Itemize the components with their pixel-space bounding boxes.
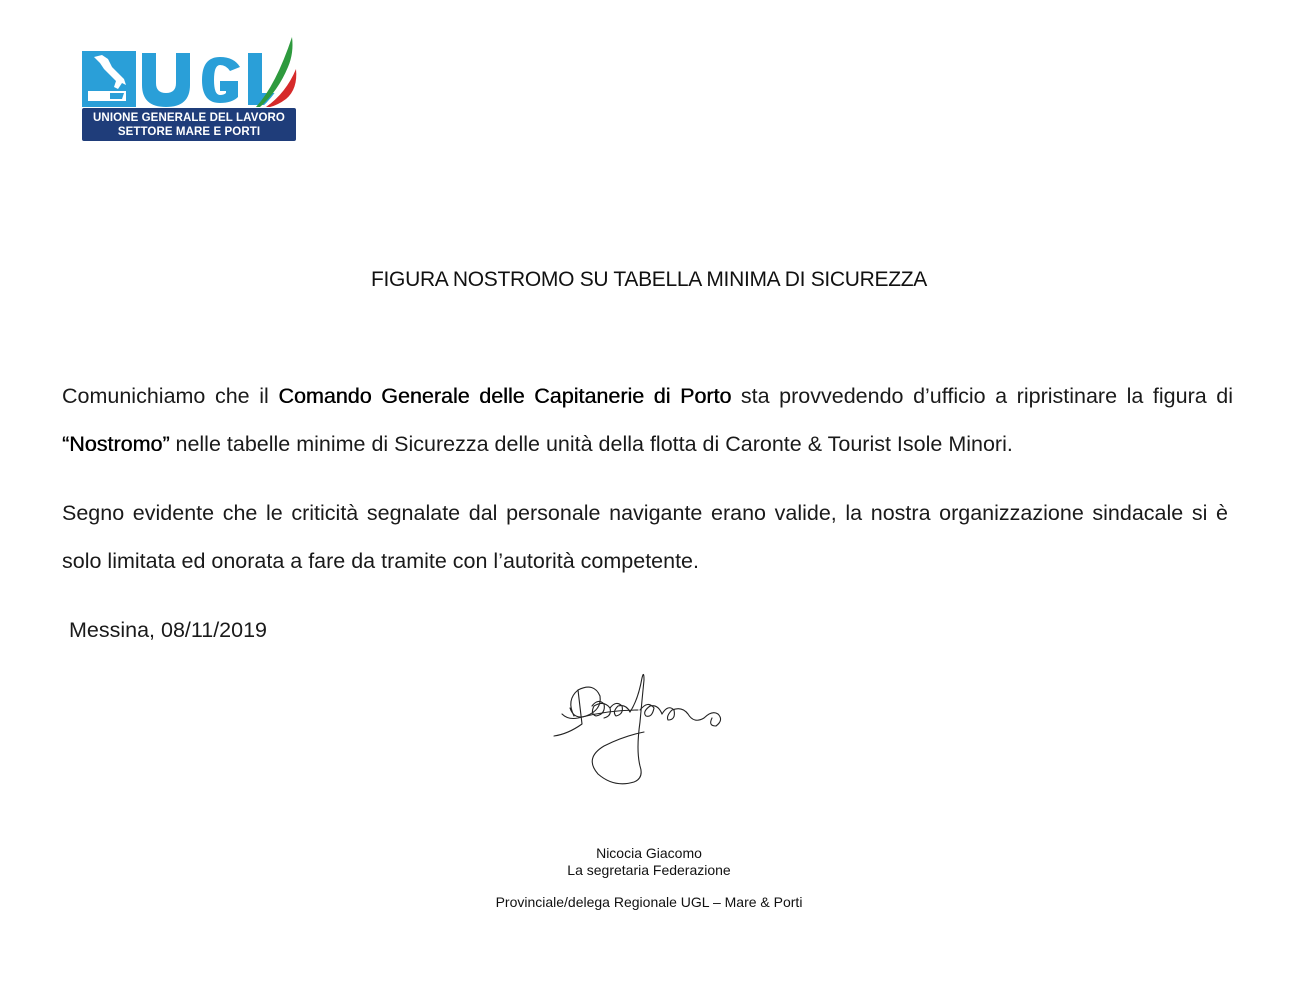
paragraph-1-text-c: nelle tabelle minime di Sicurezza delle unità della flotta di Caronte & Tourist Isole Minori. bbox=[169, 432, 1013, 456]
paragraph-1-emphasis-comando: Comando Generale delle Capitanerie di Porto bbox=[278, 384, 732, 408]
paragraph-1-text-b: sta provvedendo d’ufficio a ripristinare la figura di bbox=[731, 384, 1233, 408]
signatory-region: Provinciale/delega Regionale UGL – Mare & Porti bbox=[495, 894, 803, 910]
signatory-name: Nicocia Giacomo bbox=[596, 845, 702, 861]
logo-letter-g bbox=[202, 57, 240, 103]
handwritten-signature bbox=[548, 670, 738, 796]
signatory-block bbox=[0, 845, 1298, 879]
paragraph-1-text-a: Comunichiamo che il bbox=[62, 384, 279, 408]
place-date: Messina, 08/11/2019 bbox=[69, 618, 268, 642]
paragraph-1-emphasis-nostromo: “Nostromo” bbox=[62, 432, 170, 456]
ugl-logo-mark bbox=[80, 33, 298, 111]
paragraph-1 bbox=[62, 372, 1233, 468]
logo-line-1: UNIONE GENERALE DEL LAVORO bbox=[93, 112, 285, 124]
document-title: FIGURA NOSTROMO SU TABELLA MINIMA DI SICUREZZA bbox=[370, 268, 927, 291]
paragraph-2: Segno evidente che le criticità segnalate dal personale navigante erano valide, la nostra organizzazione sindacale si è solo limitata ed onorata a fare da tramite con l’autorità competente. bbox=[62, 501, 1228, 573]
logo-banner bbox=[82, 108, 296, 141]
logo-letter-u bbox=[142, 53, 190, 107]
signatory-role: La segretaria Federazione bbox=[567, 862, 731, 878]
ugl-logo bbox=[80, 33, 298, 143]
logo-line-2: SETTORE MARE E PORTI bbox=[117, 126, 261, 138]
